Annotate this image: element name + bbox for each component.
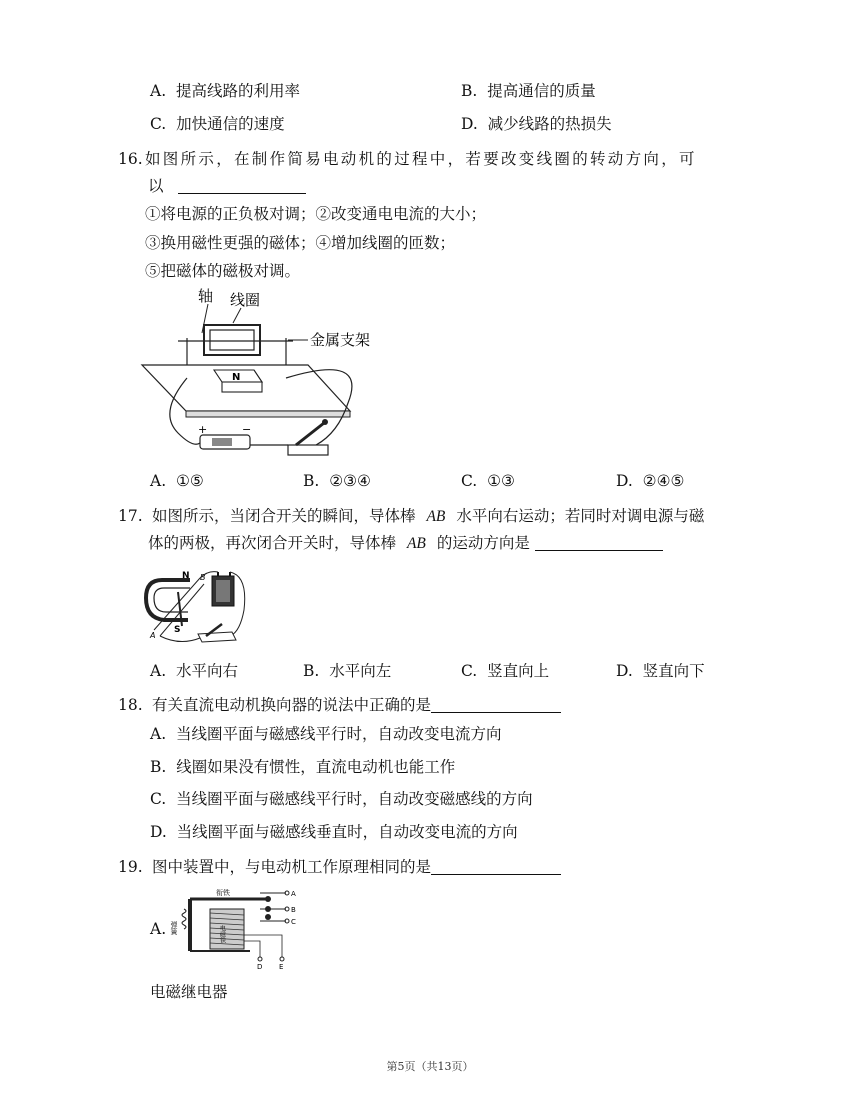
label-e: E xyxy=(279,963,284,971)
label-bracket: 金属支架 xyxy=(310,331,371,349)
option-letter: D. xyxy=(616,472,633,490)
q16-option-b xyxy=(303,471,371,491)
option-letter: C. xyxy=(150,115,167,133)
option-text: 水平向左 xyxy=(329,662,392,680)
answer-blank[interactable] xyxy=(178,177,306,194)
answer-blank[interactable] xyxy=(431,696,561,713)
q15-option-c xyxy=(150,114,285,134)
q17-magnet-figure xyxy=(140,566,252,648)
option-text: 当线圈平面与磁感线平行时，自动改变电流方向 xyxy=(175,725,502,743)
q17-number: 17. xyxy=(118,507,143,525)
q16-item-line1: ①将电源的正负极对调；②改变通电电流的大小； xyxy=(145,205,487,223)
label-core: 电磁铁 xyxy=(218,925,226,943)
option-text: ②④⑤ xyxy=(642,472,685,490)
option-letter: B. xyxy=(461,82,478,100)
q18-stem xyxy=(152,695,561,715)
option-text: ②③④ xyxy=(329,472,371,490)
label-d: D xyxy=(257,963,263,971)
q17-conductor-ab: AB xyxy=(426,508,446,525)
label-armature: 衔铁 xyxy=(216,889,230,897)
option-letter: B. xyxy=(150,758,167,776)
option-text: 提高通信的质量 xyxy=(487,82,596,100)
label-spring: 弹簧 xyxy=(170,921,178,935)
label-c: C xyxy=(291,918,296,926)
option-letter: A. xyxy=(150,472,167,490)
q17-stem-line2 xyxy=(148,533,663,554)
q15-option-a xyxy=(150,81,300,101)
q19-option-a-caption: 电磁继电器 xyxy=(150,983,228,1001)
option-letter: D. xyxy=(150,823,167,841)
q17-stem-text-1b: 水平向右运动；若同时对调电源与磁 xyxy=(456,507,705,525)
option-letter: B. xyxy=(303,472,320,490)
q19-option-a-letter: A. xyxy=(150,920,167,938)
q16-item-line2: ③换用磁性更强的磁体；④增加线圈的匝数； xyxy=(145,234,456,252)
q17-stem-text-2a: 体的两极，再次闭合开关时，导体棒 xyxy=(148,534,397,552)
option-letter: C. xyxy=(150,790,167,808)
q16-motor-figure xyxy=(138,283,378,463)
q16-option-c xyxy=(461,471,515,491)
option-text: ①⑤ xyxy=(175,472,204,490)
q16-stem-line1: 如图所示，在制作简易电动机的过程中，若要改变线圈的转动方向，可 xyxy=(145,150,697,168)
label-b: B xyxy=(200,573,206,582)
label-coil: 线圈 xyxy=(230,291,261,309)
option-letter: C. xyxy=(461,662,478,680)
q17-stem-text-1a: 如图所示，当闭合开关的瞬间，导体棒 xyxy=(152,507,416,525)
option-text: 水平向右 xyxy=(175,662,238,680)
q18-stem-text: 有关直流电动机换向器的说法中正确的是 xyxy=(152,696,432,714)
q16-number: 16. xyxy=(118,150,143,168)
q17-stem-line1 xyxy=(152,506,704,527)
q17-option-a xyxy=(150,661,238,681)
q17-option-d xyxy=(616,661,705,681)
label-a: A xyxy=(291,890,296,898)
q15-option-d xyxy=(461,114,612,134)
q17-stem-text-2b: 的运动方向是 xyxy=(436,534,530,552)
q16-option-d xyxy=(616,471,684,491)
q17-option-b xyxy=(303,661,391,681)
q19-stem xyxy=(152,857,561,877)
label-axis: 轴 xyxy=(198,287,214,305)
q16-stem-line2 xyxy=(148,176,306,196)
q16-stem-text: 以 xyxy=(148,177,164,195)
label-minus: − xyxy=(242,423,252,436)
option-text: 竖直向上 xyxy=(487,662,550,680)
option-letter: D. xyxy=(461,115,478,133)
label-s: S xyxy=(174,625,181,635)
option-text: 减少线路的热损失 xyxy=(487,115,612,133)
option-text: ①③ xyxy=(487,472,515,490)
option-letter: A. xyxy=(150,662,167,680)
option-text: 加快通信的速度 xyxy=(176,115,285,133)
option-letter: D. xyxy=(616,662,633,680)
option-text: 线圈如果没有惯性，直流电动机也能工作 xyxy=(176,758,456,776)
q17-conductor-ab: AB xyxy=(406,535,426,552)
q17-option-c xyxy=(461,661,549,681)
option-text: 当线圈平面与磁感线平行时，自动改变磁感线的方向 xyxy=(176,790,533,808)
label-pole: N xyxy=(232,372,241,383)
label-plus: + xyxy=(198,423,208,436)
label-b: B xyxy=(291,906,296,914)
answer-blank[interactable] xyxy=(535,534,663,551)
q16-option-a xyxy=(150,471,204,491)
option-text: 提高线路的利用率 xyxy=(175,82,300,100)
q19-stem-text: 图中装置中，与电动机工作原理相同的是 xyxy=(152,858,432,876)
q18-option-b xyxy=(150,757,455,777)
q18-option-d xyxy=(150,822,518,842)
q16-item-line3: ⑤把磁体的磁极对调。 xyxy=(145,262,301,280)
q15-option-b xyxy=(461,81,596,101)
option-letter: B. xyxy=(303,662,320,680)
option-letter: A. xyxy=(150,725,167,743)
q18-option-a xyxy=(150,724,502,744)
option-text: 当线圈平面与磁感线垂直时，自动改变电流的方向 xyxy=(176,823,518,841)
answer-blank[interactable] xyxy=(431,858,561,875)
page-footer: 第5页（共13页） xyxy=(386,1060,474,1073)
label-a: A xyxy=(150,631,156,640)
q18-option-c xyxy=(150,789,533,809)
option-letter: A. xyxy=(150,82,167,100)
q19-number: 19. xyxy=(118,858,143,876)
q18-number: 18. xyxy=(118,696,143,714)
label-n: N xyxy=(182,571,190,581)
q19-relay-figure xyxy=(170,885,300,971)
option-text: 竖直向下 xyxy=(642,662,705,680)
option-letter: C. xyxy=(461,472,478,490)
